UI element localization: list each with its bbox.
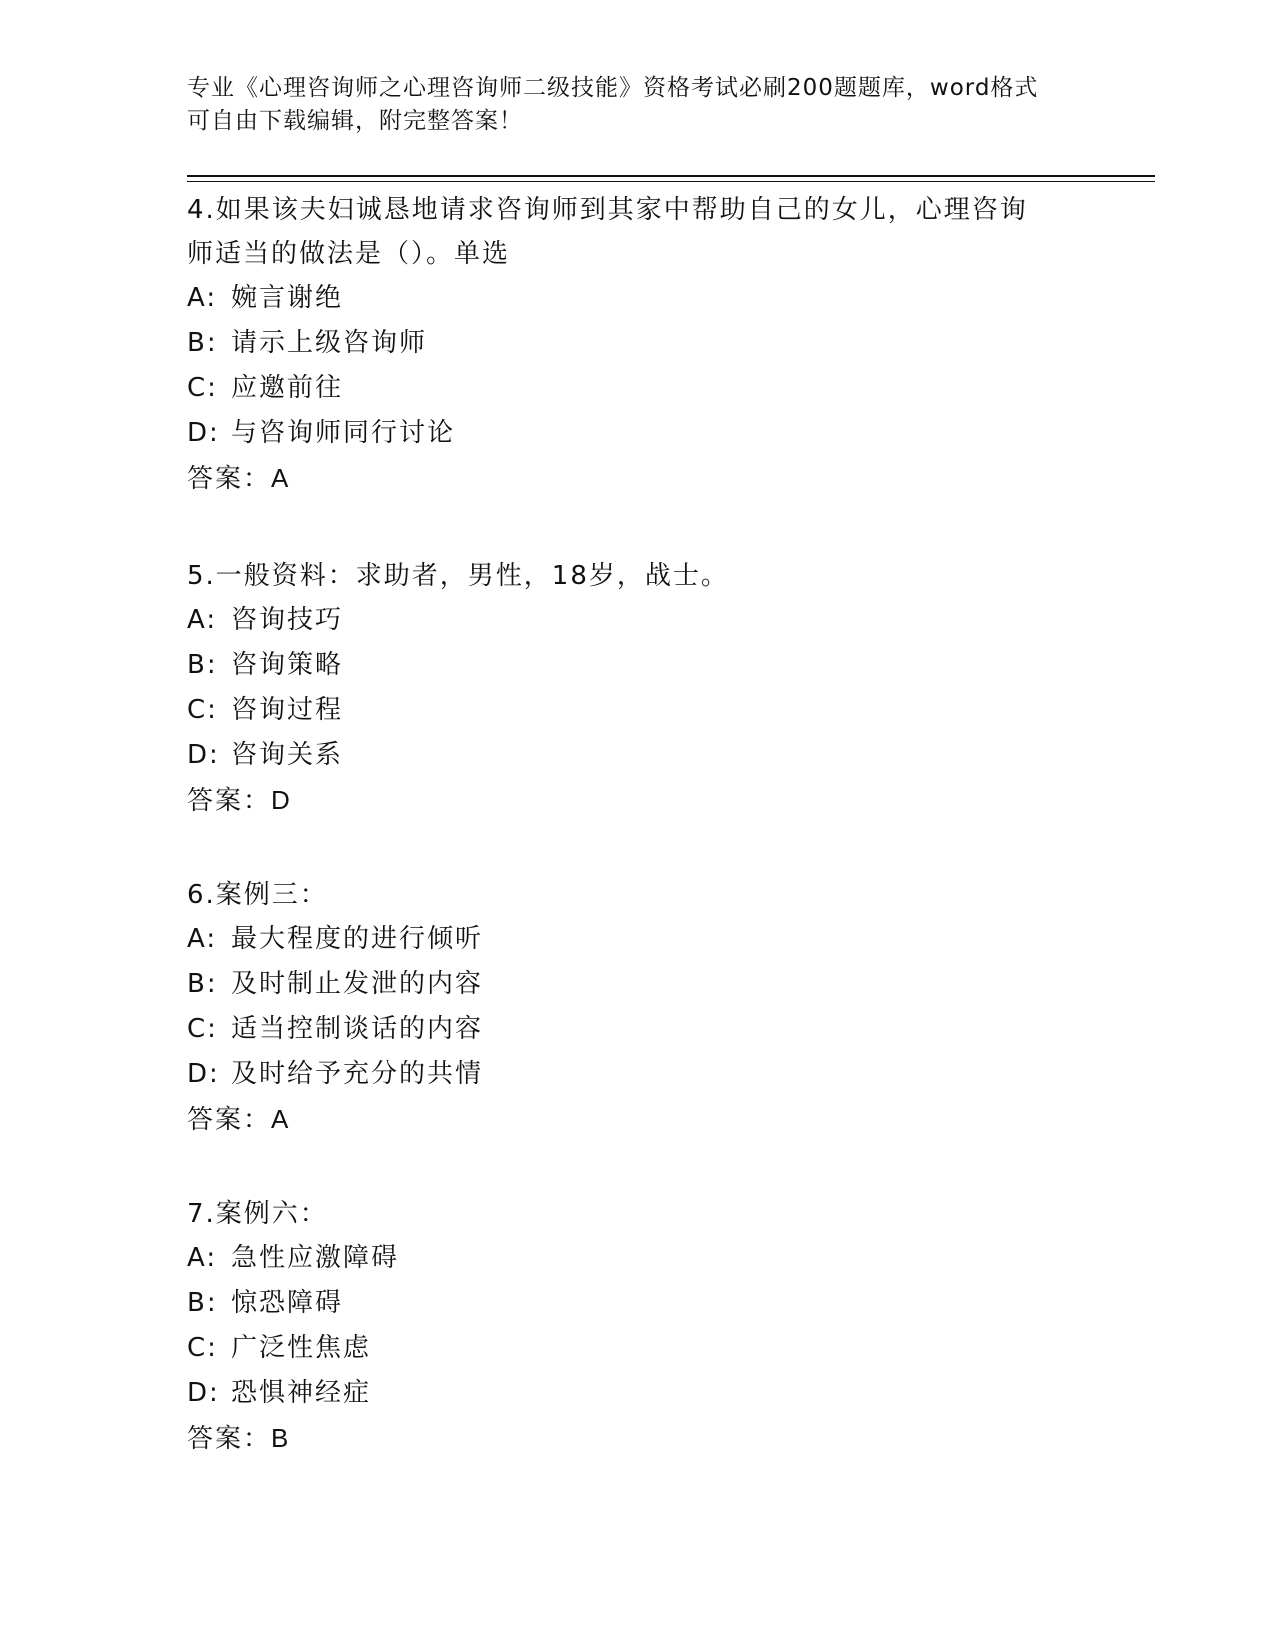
option-letter: A: — [187, 1243, 218, 1273]
question-stem-line-1: 7.案例六： — [187, 1199, 328, 1229]
option-c — [187, 1007, 1127, 1052]
option-text: 应邀前往 — [231, 373, 344, 403]
option-c — [187, 688, 1127, 733]
option-letter: D: — [187, 1378, 220, 1408]
option-c — [187, 1326, 1127, 1371]
header-line-2: 可自由下载编辑，附完整答案！ — [187, 108, 523, 134]
question-4 — [187, 188, 1127, 501]
answer-line: 答案：B — [187, 1423, 291, 1453]
option-a — [187, 598, 1127, 643]
option-d — [187, 1371, 1127, 1416]
option-b — [187, 1281, 1127, 1326]
option-d — [187, 733, 1127, 778]
option-text: 恐惧神经症 — [231, 1378, 372, 1408]
option-b — [187, 962, 1127, 1007]
option-text: 及时制止发泄的内容 — [231, 969, 484, 999]
option-text: 广泛性焦虑 — [231, 1333, 372, 1363]
option-text: 适当控制谈话的内容 — [231, 1014, 484, 1044]
header-divider-thick — [187, 175, 1155, 177]
option-letter: B: — [187, 969, 218, 999]
option-text: 咨询关系 — [231, 740, 344, 770]
header-divider-thin — [187, 181, 1155, 182]
option-letter: C: — [187, 373, 218, 403]
option-d — [187, 1052, 1127, 1097]
question-stem — [187, 188, 1127, 276]
question-stem — [187, 1192, 1127, 1236]
question-6 — [187, 873, 1127, 1142]
question-stem — [187, 873, 1127, 917]
answer-line: 答案：A — [187, 463, 291, 493]
option-text: 急性应激障碍 — [231, 1243, 400, 1273]
answer-line: 答案：D — [187, 785, 292, 815]
option-letter: A: — [187, 283, 218, 313]
option-letter: A: — [187, 924, 218, 954]
question-stem — [187, 554, 1127, 598]
question-5 — [187, 554, 1127, 823]
option-text: 惊恐障碍 — [231, 1288, 344, 1318]
header-line-1: 专业《心理咨询师之心理咨询师二级技能》资格考试必刷200题题库，word格式 — [187, 75, 1039, 101]
option-letter: D: — [187, 1059, 220, 1089]
option-b — [187, 643, 1127, 688]
option-letter: C: — [187, 1014, 218, 1044]
option-text: 与咨询师同行讨论 — [231, 418, 456, 448]
option-c — [187, 366, 1127, 411]
option-a — [187, 1236, 1127, 1281]
option-letter: A: — [187, 605, 218, 635]
option-d — [187, 411, 1127, 456]
option-text: 咨询策略 — [231, 650, 344, 680]
option-letter: B: — [187, 328, 218, 358]
option-letter: C: — [187, 1333, 218, 1363]
answer-line: 答案：A — [187, 1104, 291, 1134]
option-text: 最大程度的进行倾听 — [231, 924, 484, 954]
option-b — [187, 321, 1127, 366]
question-stem-line-1: 5.一般资料：求助者，男性，18岁，战士。 — [187, 561, 729, 591]
option-letter: D: — [187, 418, 220, 448]
question-stem-line-1: 4.如果该夫妇诚恳地请求咨询师到其家中帮助自己的女儿，心理咨询 — [187, 195, 1028, 225]
question-stem-line-1: 6.案例三： — [187, 880, 328, 910]
option-a — [187, 276, 1127, 321]
document-header — [187, 72, 1087, 138]
option-letter: C: — [187, 695, 218, 725]
option-text: 咨询技巧 — [231, 605, 344, 635]
option-letter: D: — [187, 740, 220, 770]
option-text: 请示上级咨询师 — [231, 328, 428, 358]
option-a — [187, 917, 1127, 962]
option-letter: B: — [187, 1288, 218, 1318]
question-7 — [187, 1192, 1127, 1461]
option-text: 及时给予充分的共情 — [231, 1059, 484, 1089]
option-text: 咨询过程 — [231, 695, 344, 725]
question-stem-line-2: 师适当的做法是（）。单选 — [187, 239, 511, 269]
option-text: 婉言谢绝 — [231, 283, 344, 313]
option-letter: B: — [187, 650, 218, 680]
